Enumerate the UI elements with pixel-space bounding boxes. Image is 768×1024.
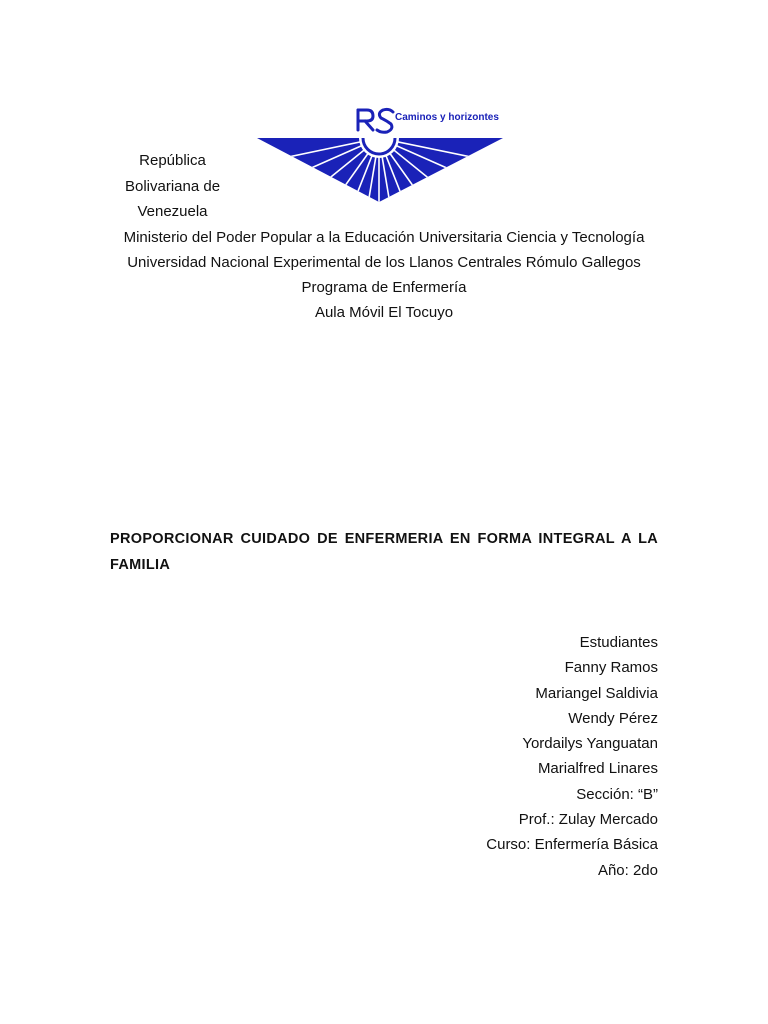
course-label: Curso: Enfermería Básica [486, 836, 658, 854]
program-line: Programa de Enfermería [301, 279, 467, 296]
logo-text: Caminos y horizontes [395, 112, 499, 123]
student-name: Fanny Ramos [564, 659, 658, 677]
country-line-1: República [139, 152, 206, 169]
student-name: Wendy Pérez [568, 709, 658, 727]
students-heading: Estudiantes [579, 634, 658, 651]
student-name: Mariangel Saldivia [535, 684, 658, 702]
year-label: Año: 2do [597, 861, 658, 879]
ministry-line: Ministerio del Poder Popular a la Educación Universitaria Ciencia y Tecnología [123, 229, 645, 246]
country-line-2: Bolivariana de [124, 178, 221, 195]
student-name: Yordailys Yanguatan [522, 735, 658, 753]
country-line-3: Venezuela [137, 203, 208, 220]
campus-line: Aula Móvil El Tocuyo [314, 304, 454, 321]
document-title: PROPORCIONAR CUIDADO DE ENFERMERIA EN FORMA INTEGRAL A LA FAMILIA [110, 531, 658, 573]
professor-label: Prof.: Zulay Mercado [518, 811, 658, 829]
students-block [486, 630, 658, 883]
student-name: Marialfred Linares [537, 760, 658, 778]
section-label: Sección: “B” [576, 785, 658, 803]
university-line: Universidad Nacional Experimental de los Llanos Centrales Rómulo Gallegos [127, 254, 641, 271]
